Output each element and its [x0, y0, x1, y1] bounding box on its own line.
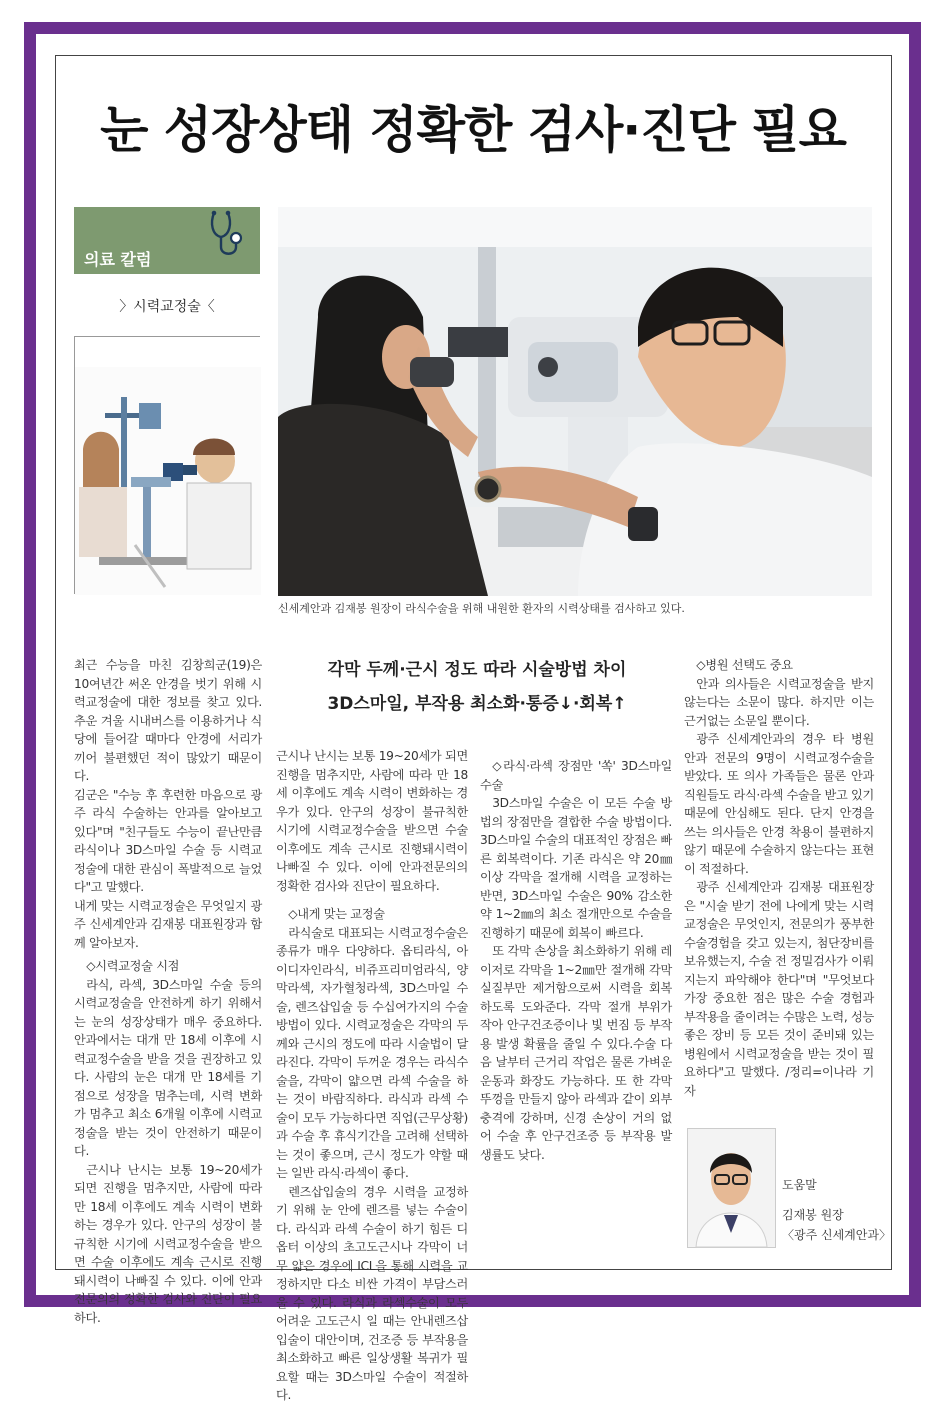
photo-caption: 신세계안과 김재봉 원장이 라식수술을 위해 내원한 환자의 시력상태를 검사하고 있다.: [278, 602, 685, 615]
author-org: 〈광주 신세계안과〉: [782, 1228, 891, 1242]
subtopic: 〉시력교정술〈: [119, 299, 215, 315]
author-photo: [687, 1128, 776, 1248]
lead-column: [74, 656, 262, 952]
lead-paragraph: 최근 수능을 마친 김창희군(19)은 10여년간 써온 안경을 벗기 위해 시력교정술에 대한 정보를 찾고 있다. 추운 겨울 시내버스를 이용하거나 식당에 들어갈 때마다 안경에 서리가 끼어 불편했던 적이 많았기 때문이다.: [74, 658, 262, 783]
body-paragraph: 광주 신세계안과 김재봉 대표원장은 "시술 받기 전에 나에게 맞는 시력교정술은 무엇인지, 전문의가 풍부한 수술경험을 갖고 있는지, 첨단장비를 보유했는지, 수술 전 정밀검사가 이뤄지는지 파악해야 한다"며 "무엇보다 가장 중요한 점은 많은 수술 경험과 부작용을 줄이려는 수많은 노력, 성능 좋은 장비 등 모든 것이 준비돼 있는 병원에서 시력교정술을 받는 것이 필요하다"고 말했다. /정리=이나라 기자: [684, 880, 874, 1098]
fit-section: [276, 747, 468, 1405]
smile-section: [480, 747, 672, 1164]
section-title: ◇병원 선택도 중요: [696, 658, 793, 672]
body-paragraph: 근시나 난시는 보통 19~20세가 되면 진행을 멈추지만, 사람에 따라 만 18세 이후에도 계속 시력이 변화하는 경우가 있다. 안구의 성장이 불규칙한 시기에 시력교정수술을 받으면 수술 이후에도 계속 근시로 진행돼시력이 나빠질 수 있다. 이에 안과전문의의 정확한 검사와 진단이 필요하다.: [74, 1162, 262, 1325]
body-paragraph: 안과 의사들은 시력교정술을 받지 않는다는 소문이 많다. 하지만 이는 근거없는 소문일 뿐이다.: [684, 676, 874, 728]
body-paragraph: 근시나 난시는 보통 19~20세가 되면 진행을 멈추지만, 사람에 따라 만 18세 이후에도 계속 시력이 변화하는 경우가 있다. 안구의 성장이 불규칙한 시기에 시력교정수술을 받으면 수술 이후에도 계속 근시로 진행돼시력이 나빠질 수 있다. 이에 안과전문의의 정확한 검사와 진단이 필요하다.: [276, 749, 468, 893]
author-info: [782, 1175, 891, 1245]
stethoscope-icon: [208, 209, 246, 263]
author-label: 도움말: [782, 1178, 817, 1192]
author-name: 김재봉 원장: [782, 1208, 844, 1222]
body-paragraph: 광주 신세계안과의 경우 타 병원 안과 전문의 9명이 시력교정수술을 받았다. 또 의사 가족들은 물론 안과 직원들도 라식·라섹 수술을 받고 있기 때문에 안심해도 된다. 단지 안경을 쓰는 의사들은 안경 착용이 불편하지 않기 때문에 수술하지 않는다는 표현이 적절하다.: [684, 732, 874, 876]
section-title: ◇라식·라섹 장점만 '쏙' 3D스마일 수술: [480, 759, 672, 792]
headline: 눈 성장상태 정확한 검사·진단 필요: [100, 101, 846, 159]
body-paragraph: 렌즈삽입술의 경우 시력을 교정하기 위해 눈 안에 렌즈를 넣는 수술이다. 라식과 라섹 수술이 하기 힘든 디옵터 이상의 초고도근시나 각막이 너무 얇은 경우에 ICL을 통해 시력을 교정하지만 다소 비싼 가격이 부담스러울 수 있다. 라식과 라섹수술이 모두 어려운 고도근시 일 때는 안내렌즈삽입술이 대안이며, 건조증 등 부작용을 최소화하고 빠른 일상생활 복귀가 필요할 때는 3D스마일 수술이 적절하다.: [276, 1184, 468, 1402]
timing-section: [74, 957, 262, 1325]
body-paragraph: 3D스마일 수술은 이 모든 수술 방법의 장점만을 결합한 수술 방법이다. 3D스마일 수술의 대표적인 장점은 빠른 회복력이다. 기존 라식은 약 20㎜ 이상 각막을 절개해 시력을 교정하는 반면, 3D스마일 수술은 90% 감소한 약 1~2㎜의 최소 절개만으로 수술을 진행하기 때문에 회복이 빠르다.: [480, 796, 672, 940]
section-title: ◇내게 맞는 교정술: [288, 907, 385, 921]
section-title: ◇시력교정술 시점: [86, 959, 180, 973]
body-paragraph: 라식술로 대표되는 시력교정수술은 종류가 매우 다양하다. 옵티라식, 아이디자인라식, 비쥬프리미엄라식, 양막라섹, 자가혈청라섹, 3D스마일 수술, 렌즈삽입술 등 수십여가지의 수술 방법이 있다. 시력교정술은 각막의 두께와 근시의 정도에 따라 시술법이 달라진다. 각막이 두꺼운 경우는 라식수술을, 각막이 얇으면 라섹 수술을 하는 것이 바람직하다. 라식과 라섹 수술이 모두 가능하다면 직업(근무상황)과 수술 후 휴식기간을 고려해 선택하는 것이 좋으며, 근시 정도가 약할 때는 일반 라식·라섹이 좋다.: [276, 925, 468, 1180]
subhead-2: 3D스마일, 부작용 최소화·통증↓·회복↑: [327, 694, 627, 714]
eye-exam-illustration: [74, 336, 260, 594]
column-badge-label: 의료 칼럼: [84, 250, 152, 269]
body-paragraph: 또 각막 손상을 최소화하기 위해 레이저로 각막을 1~2㎜만 절개해 각막 실질부만 제거함으로써 시력을 회복하도록 도와준다. 각막 절개 부위가 작아 안구건조증이나 빛 번짐 등 부작용 발생 확률을 줄일 수 있다.수술 다음 날부터 근거리 작업은 물론 가벼운 운동과 화장도 가능하다. 또 한 각막뚜껑을 만들지 않아 라섹과 같이 외부 충격에 강하며, 신경 손상이 거의 없어 수술 후 안구건조증 등 부작용 발생률도 낮다.: [480, 944, 672, 1162]
lead-paragraph: 김군은 "수능 후 후련한 마음으로 광주 라식 수술하는 안과를 알아보고 있다"며 "친구들도 수능이 끝난만큼 라식이나 3D스마일 수술 등 시력교정술에 대한 관심이 폭발적으로 늘었다"고 말했다.: [74, 787, 262, 894]
article-photo: [278, 207, 872, 596]
hospital-section: [684, 656, 874, 1100]
column-badge: [74, 207, 260, 274]
body-paragraph: 라식, 라섹, 3D스마일 수술 등의 시력교정술을 안전하게 하기 위해서는 눈의 성장상태가 매우 중요하다. 안과에서는 대개 만 18세 이후에 시력교정수술을 받을 것을 권장하고 있다. 사람의 눈은 대개 만 18세를 기점으로 성장을 멈추는데, 시력 변화가 멈추고 최소 6개월 이후에 시력교정술을 받는 것이 안전하기 때문이다.: [74, 977, 262, 1158]
lead-paragraph: 내게 맞는 시력교정술은 무엇일지 광주 신세계안과 김재봉 대표원장과 함께 알아보자.: [74, 898, 262, 950]
subhead-1: 각막 두께·근시 정도 따라 시술방법 차이: [327, 660, 627, 680]
